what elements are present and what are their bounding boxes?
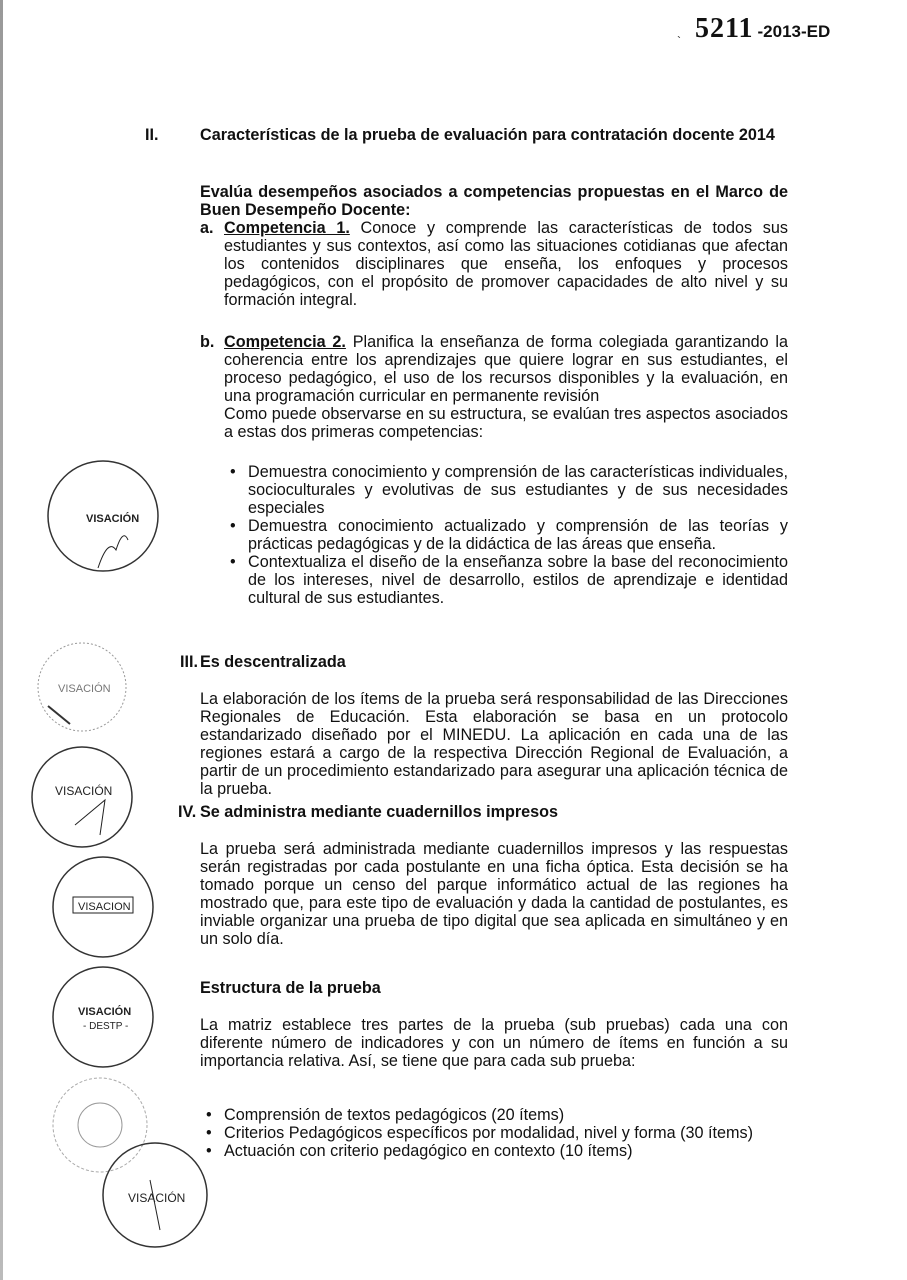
scan-mark: ` (677, 34, 681, 48)
visacion-stamp-ebr (25, 745, 140, 850)
list-item: • Demuestra conocimiento y comprensión de las características individuales, socioculturales y evolutivas de sus estudiantes y de sus necesidades especiales (224, 463, 788, 517)
section-5-text: La matriz establece tres partes de la prueba (sub pruebas) cada una con diferente número de indicadores y con un número de ítems en función a su importancia relativa. Así, se tiene que para cada sub prueba: (200, 1016, 788, 1070)
list-item: • Comprensión de textos pedagógicos (20 ítems) (200, 1106, 788, 1124)
section-4-text: La prueba será administrada mediante cuadernillos impresos y las respuestas serán registradas por cada postulante en una ficha óptica. Esta decisión se ha tomado porque un censo del parque informático actual de las regiones ha mostrado que, para este tipo de evaluación y dada la cantidad de postulantes, es inviable organizar una prueba de tipo digital que sea aplicada en simultáneo y en un solo día. (200, 840, 788, 948)
ministerio-stamp (20, 640, 150, 735)
section-3-title: Es descentralizada (200, 653, 346, 671)
visacion-stamp-ebe (48, 855, 158, 960)
followup-text: Como puede observarse en su estructura, se evalúan tres aspectos asociados a estas dos primeras competencias: (224, 405, 788, 441)
item-label: b. (200, 333, 215, 351)
competency-title: Competencia 2. (224, 333, 346, 351)
visacion-stamp-destp (48, 965, 158, 1070)
scan-edge (0, 0, 3, 1280)
competency-title: Competencia 1. (224, 219, 350, 237)
aspects-list (200, 463, 788, 607)
visacion-stamp-desarrollo-docente (28, 458, 178, 578)
svg-text:VISACIÓN: VISACIÓN (55, 784, 113, 798)
doc-number: 5211 (695, 13, 754, 44)
section-5-title: Estructura de la prueba (200, 979, 381, 997)
visacion-stamp-eba (100, 1140, 210, 1250)
competency-a (200, 219, 788, 309)
subtest-list (200, 1106, 788, 1160)
item-label: a. (200, 219, 214, 237)
section-2-number: II. (145, 126, 159, 144)
doc-suffix: -2013-ED (757, 22, 831, 41)
section-4-number: IV. (178, 803, 197, 821)
list-item: • Demuestra conocimiento actualizado y comprensión de las teorías y prácticas pedagógicas y de la didáctica de las áreas que enseña. (224, 517, 788, 553)
list-item: • Actuación con criterio pedagógico en contexto (10 ítems) (200, 1142, 788, 1160)
svg-text:- DESTP -: - DESTP - (83, 1021, 129, 1032)
competency-text: Planifica la enseñanza de forma colegiada garantizando la coherencia entre los aprendizajes que quiere lograr en sus estudiantes, el proceso pedagógico, el uso de los recursos disponibles y la evaluación, en una programación curricular en permanente revisión (224, 333, 788, 405)
document-number (695, 13, 831, 44)
svg-text:VISACIÓN: VISACIÓN (86, 513, 140, 525)
section-2-title: Características de la prueba de evaluación para contratación docente 2014 (200, 126, 775, 144)
svg-text:VISACIÓN: VISACIÓN (78, 1006, 132, 1018)
section-3-number: III. (180, 653, 198, 671)
competency-text: Conoce y comprende las características de todos sus estudiantes y sus contextos, así como las situaciones cotidianas que afectan los contenidos disciplinares que enseña, los enfoques y procesos pedagógicos, con el propósito de promover capacidades de alto nivel y su formación integral. (224, 219, 788, 309)
section-3-text: La elaboración de los ítems de la prueba será responsabilidad de las Direcciones Regionales de Educación. Esta elaboración se basa en un protocolo estandarizado diseñado por el MINEDU. La aplicación en cada una de las regiones estará a cargo de la respectiva Dirección Regional de Evaluación, a partir de un procedimiento estandarizado para asegurar una aplicación técnica de la prueba. (200, 690, 788, 798)
section-2-intro: Evalúa desempeños asociados a competencias propuestas en el Marco de Buen Desempeño Docente: (200, 183, 788, 219)
svg-text:VISACION: VISACION (78, 901, 131, 913)
list-item: • Contextualiza el diseño de la enseñanza sobre la base del reconocimiento de los intereses, nivel de desarrollo, estilos de aprendizaje e identidad cultural de sus estudiantes. (224, 553, 788, 607)
svg-text:VISACIÓN: VISACIÓN (58, 683, 111, 695)
svg-text:VISACIÓN: VISACIÓN (128, 1191, 186, 1205)
list-item: • Criterios Pedagógicos específicos por modalidad, nivel y forma (30 ítems) (200, 1124, 788, 1142)
competency-list (200, 219, 788, 607)
section-4-title: Se administra mediante cuadernillos impresos (200, 803, 559, 821)
competency-b (200, 333, 788, 441)
